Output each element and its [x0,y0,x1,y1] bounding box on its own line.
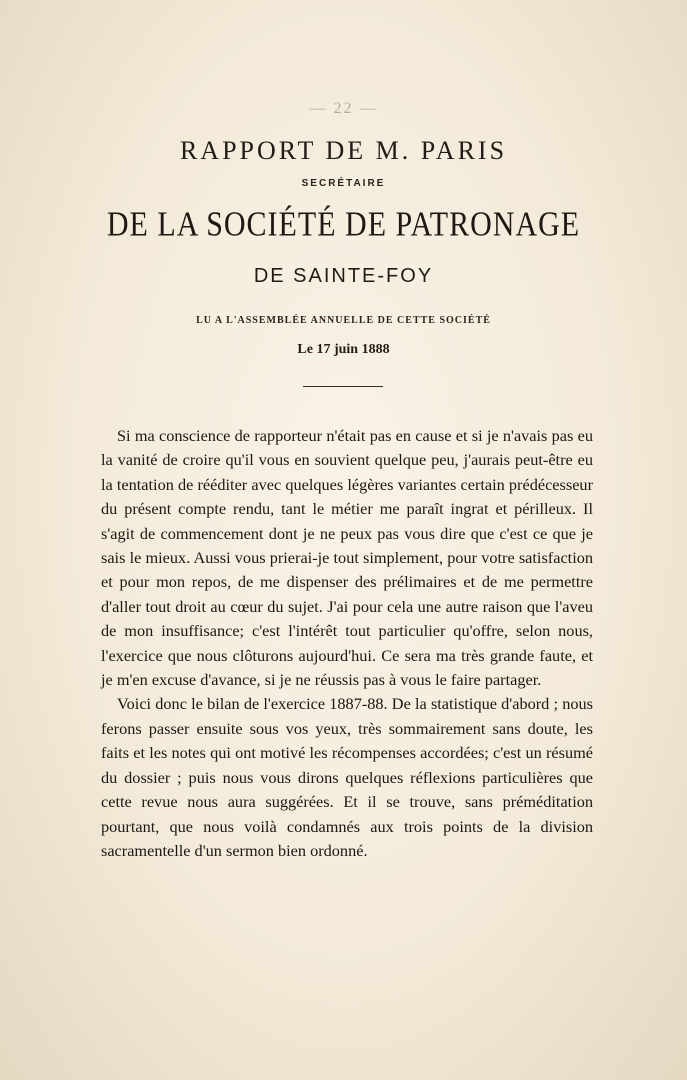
date-line: Le 17 juin 1888 [297,342,390,357]
page-number: — 22 — [309,100,378,117]
body-text [101,424,593,863]
paragraph-2: Voici donc le bilan de l'exercice 1887-88. De la statistique d'abord ; nous ferons passer ensuite sous vos yeux, très sommairement sans doute, les faits et les notes qui ont motivé les récompenses accordées; c'est un résumé du dossier ; puis nous vous dirons quelques réflexions particulières que cette revue nous aura suggérées. Et il se trouve, sans préméditation pourtant, que nous voilà condamnés aux trois points de la division sacramentelle d'un sermon bien ordonné. [101,694,593,860]
paragraph-1: Si ma conscience de rapporteur n'était pas en cause et si je n'avais pas eu la vanité de croire qu'il vous en souvient quelque peu, j'aurais peut-être eu la tentation de rééditer avec quelques légères variantes certain prédécesseur du présent compte rendu, tant le métier me paraît ingrat et périlleux. Il s'agit de commencement dont je ne peux pas vous dire que c'est ce que je sais le mieux. Aussi vous prierai-je tout simplement, pour votre satisfaction et pour mon repos, de me dispenser des prélimaires et de me permettre d'aller tout droit au cœur du sujet. J'ai pour cela une autre raison que l'aveu de mon insuffisance; c'est l'intérêt tout particulier qu'offre, selon nous, l'exercice que nous clôturons aujourd'hui. Ce sera ma très grande faute, et je m'en excuse d'avance, si je ne réussis pas à vous le faire partager. [101,426,593,690]
title-line-1: RAPPORT DE M. PARIS [179,136,508,165]
separator-rule [303,386,383,387]
title-line-3: DE LA SOCIÉTÉ DE PATRONAGE [106,205,581,244]
title-line-2: SECRÉTAIRE [301,178,386,189]
title-line-5: LU A L'ASSEMBLÉE ANNUELLE DE CETTE SOCIÉTÉ [196,315,491,326]
title-line-4: DE SAINTE-FOY [253,265,434,287]
